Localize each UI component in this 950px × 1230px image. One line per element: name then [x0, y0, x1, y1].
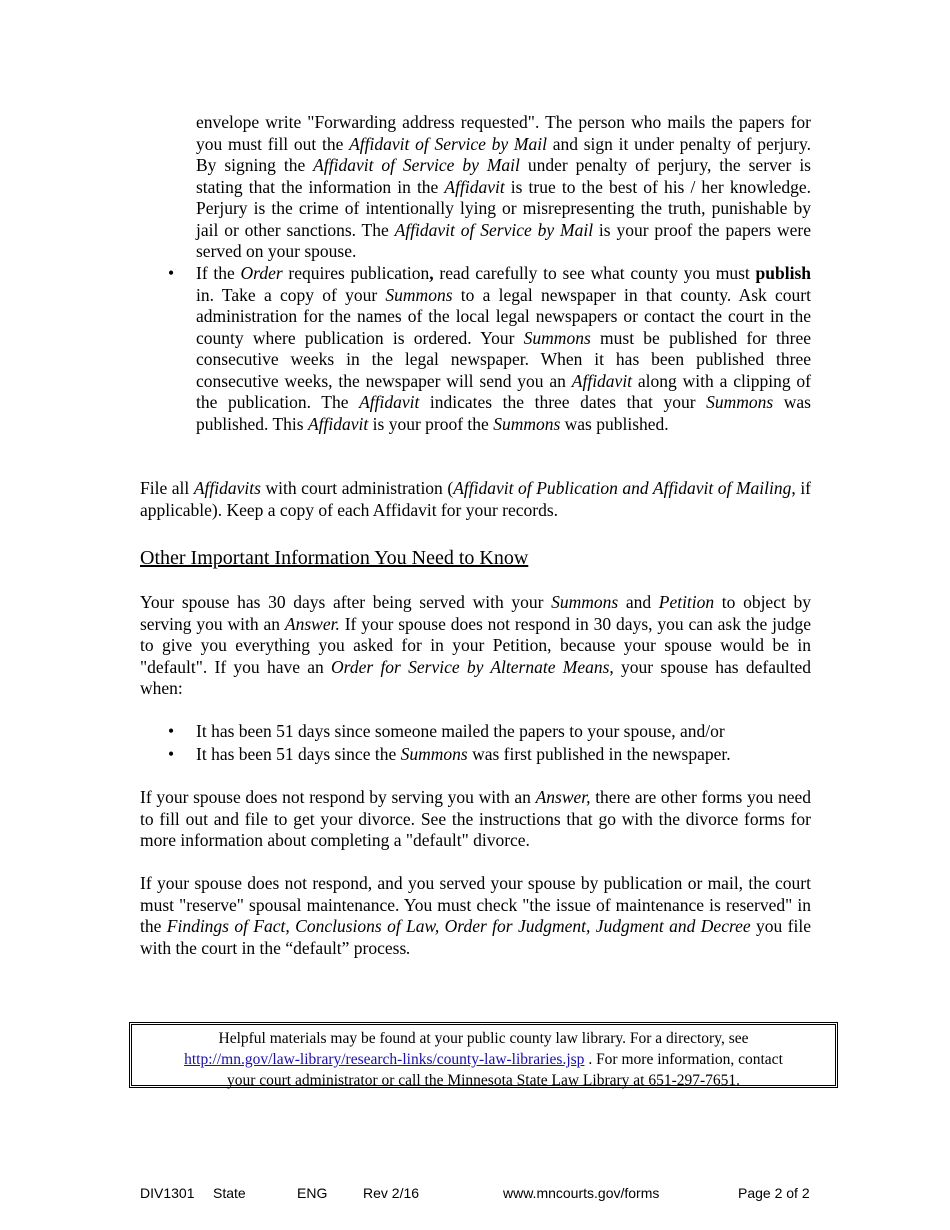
maintenance-paragraph: If your spouse does not respond, and you served your spouse by publication or mail, the court must "reserve" spousal maintenance. You must check "the issue of maintenance is reserved" in the Findings of Fact, Conclusions of Law, Order for Judgment, Judgment and Decree you file with the court in the “default” process. [140, 873, 811, 958]
footer-page-number: Page 2 of 2 [738, 1185, 810, 1201]
bullet-marker: • [168, 263, 175, 283]
footer-language: ENG [297, 1185, 328, 1201]
answer-paragraph: If your spouse does not respond by serving you with an Answer, there are other forms you need to fill out and file to get your divorce. See the instructions that go with the divorce forms for more information about completing a "default" divorce. [140, 787, 811, 850]
publication-paragraph: If the Order requires publication, read carefully to see what county you must publish in. Take a copy of your Summons to a legal newspaper in that county. Ask court administration for the names of the local legal newspapers or contact the court in the county where publication is ordered. Your Summons must be published for three consecutive weeks in the legal newspaper. When it has been published three consecutive weeks, the newspaper will send you an Affidavit along with a clipping of the publication. The Affidavit indicates the three dates that your Summons was published. This Affidavit is your proof the Summons was published. [196, 263, 811, 434]
section-heading: Other Important Information You Need to Know [140, 547, 529, 569]
law-library-info-box [129, 1022, 838, 1088]
footer-form-code: DIV1301 [140, 1185, 195, 1201]
footer-revision: Rev 2/16 [363, 1185, 420, 1201]
spouse-response-paragraph: Your spouse has 30 days after being served with your Summons and Petition to object by serving you with an Answer. If your spouse does not respond in 30 days, you can ask the judge to give you everything you asked for in your Petition, because your spouse would be in "default". If you have an Order for Service by Alternate Means, your spouse has defaulted when: [140, 592, 811, 698]
file-affidavits-paragraph: File all Affidavits with court administration (Affidavit of Publication and Affidavit of Mailing, if applicable). Keep a copy of each Affidavit for your records. [140, 478, 812, 520]
mail-service-paragraph: envelope write "Forwarding address requested". The person who mails the papers for you must fill out the Affidavit of Service by Mail and sign it under penalty of perjury. By signing the Affidavit of Service by Mail under penalty of perjury, the server is stating that the information in the Affidavit is true to the best of his / her knowledge. Perjury is the crime of intentionally lying or misrepresenting the truth, punishable by jail or other sanctions. The Affidavit of Service by Mail is your proof the papers were served on your spouse. [196, 112, 811, 261]
default-bullet-item: It has been 51 days since someone mailed the papers to your spouse, and/or [196, 721, 725, 741]
footer-website: www.mncourts.gov/forms [503, 1185, 660, 1201]
bullet-marker: • [168, 721, 175, 741]
default-bullet-item: It has been 51 days since the Summons was first published in the newspaper. [196, 744, 731, 764]
info-box-text: Helpful materials may be found at your public county law library. For a directory, see http://mn.gov/law-library/research-links/county-law-libraries.jsp . For more information, contact your court administrator or call the Minnesota State Law Library at 651-297-7651. [184, 1030, 783, 1089]
county-law-libraries-link[interactable]: http://mn.gov/law-library/research-links/county-law-libraries.jsp [184, 1051, 585, 1068]
footer-jurisdiction: State [213, 1185, 246, 1201]
bullet-marker: • [168, 744, 175, 764]
